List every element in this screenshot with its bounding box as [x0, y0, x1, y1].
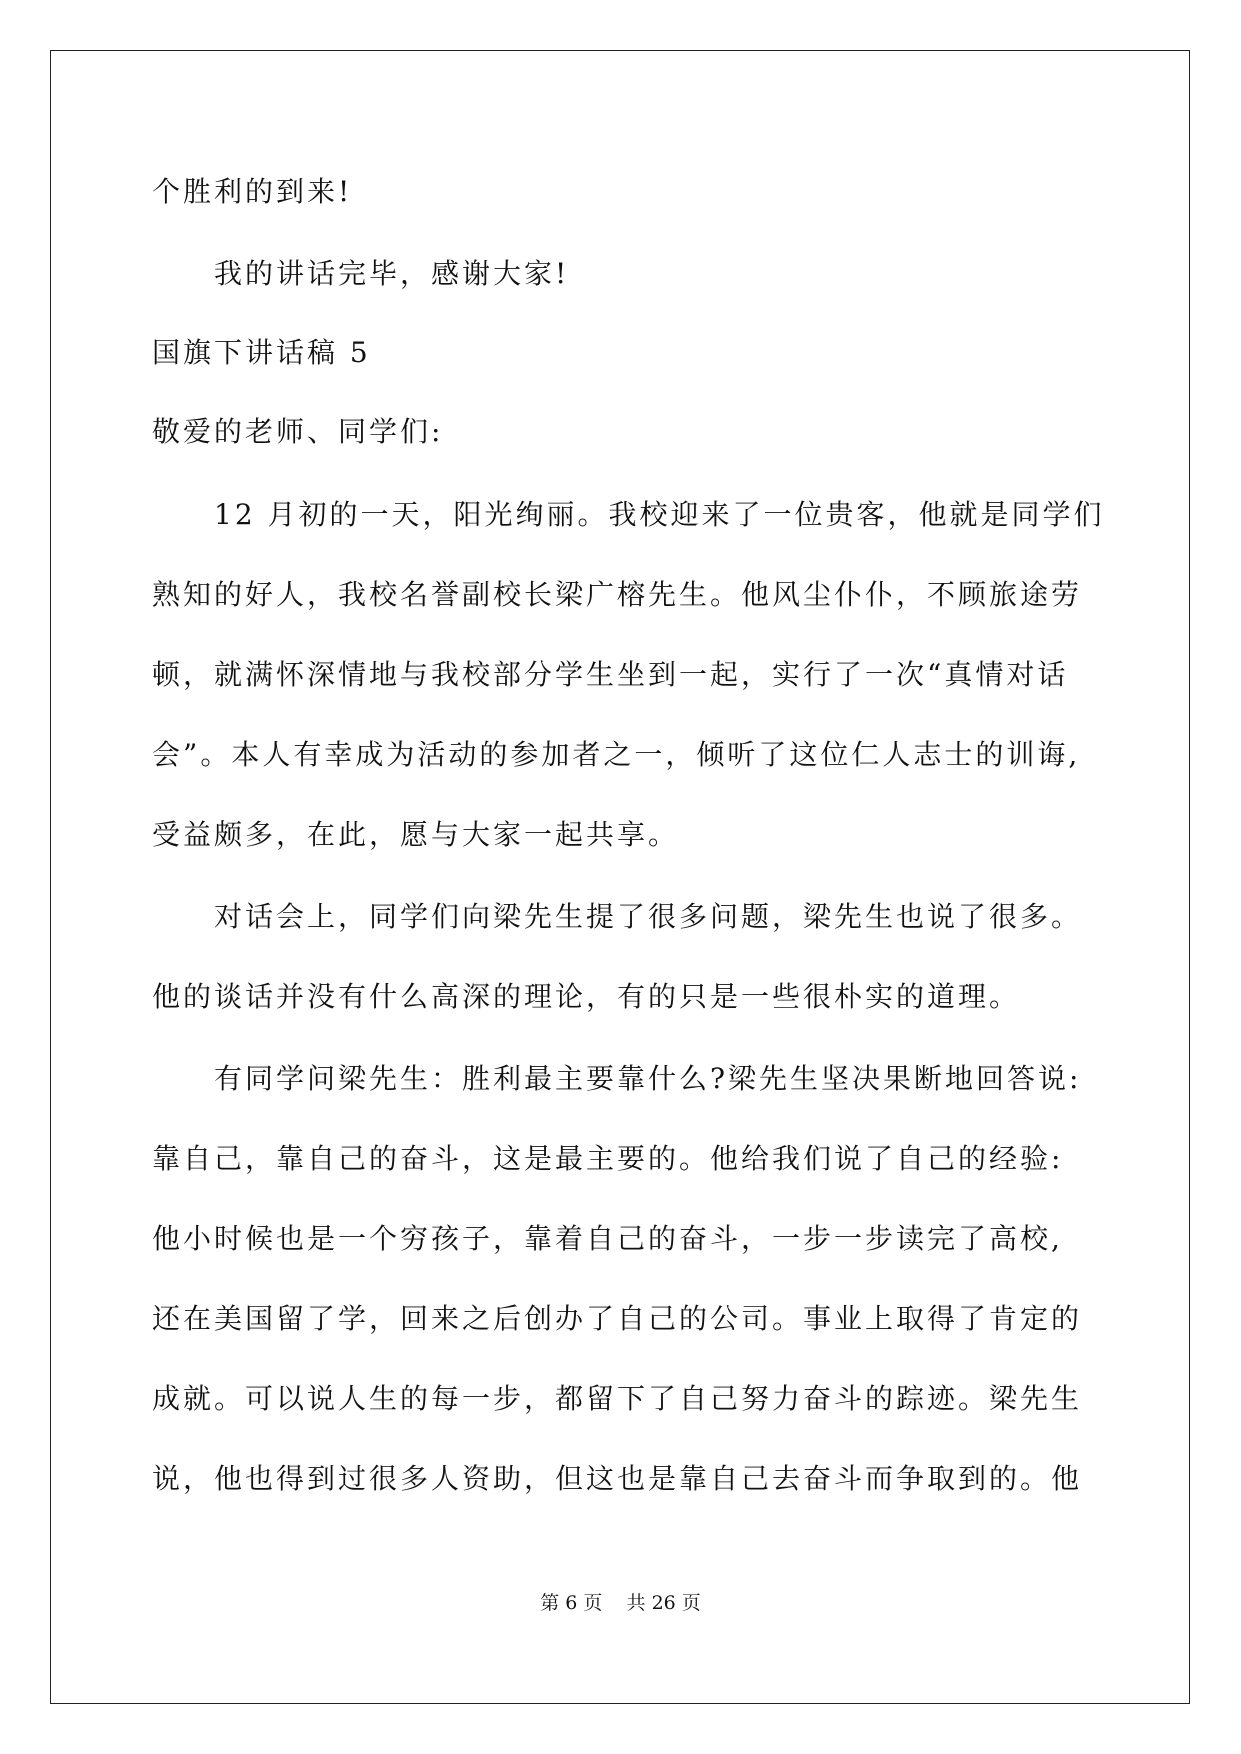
text-line: 12 月初的一天，阳光绚丽。我校迎来了一位贵客，他就是同学们	[214, 498, 1105, 531]
text-line: 他小时候也是一个穷孩子，靠着自己的奋斗，一步一步读完了高校,	[152, 1222, 1063, 1255]
text-line: 对话会上，同学们向梁先生提了很多问题，梁先生也说了很多。	[214, 900, 1083, 933]
text-line: 我的讲话完毕，感谢大家!	[214, 257, 570, 290]
text-line: 熟知的好人，我校名誉副校长梁广榕先生。他风尘仆仆，不顾旅途劳	[152, 578, 1083, 611]
salutation: 敬爱的老师、同学们:	[152, 415, 444, 448]
page-number-footer: 第 6 页 共 26 页	[540, 1592, 701, 1614]
text-line: 有同学问梁先生：胜利最主要靠什么?梁先生坚决果断地回答说:	[214, 1062, 1082, 1095]
text-line: 个胜利的到来!	[152, 175, 353, 208]
text-line: 成就。可以说人生的每一步，都留下了自己努力奋斗的踪迹。梁先生	[152, 1382, 1083, 1415]
text-line: 靠自己，靠自己的奋斗，这是最主要的。他给我们说了自己的经验:	[152, 1142, 1064, 1175]
text-line: 说，他也得到过很多人资助，但这也是靠自己去奋斗而争取到的。他	[152, 1462, 1083, 1495]
text-line: 顿，就满怀深情地与我校部分学生坐到一起，实行了一次“真情对话	[152, 658, 1069, 691]
text-line: 还在美国留了学，回来之后创办了自己的公司。事业上取得了肯定的	[152, 1302, 1083, 1335]
section-title: 国旗下讲话稿 5	[152, 336, 371, 369]
page-frame	[50, 50, 1190, 1704]
text-line: 会”。本人有幸成为活动的参加者之一，倾听了这位仁人志士的训诲,	[152, 738, 1081, 771]
text-line: 他的谈话并没有什么高深的理论，有的只是一些很朴实的道理。	[152, 980, 1021, 1013]
text-line: 受益颇多，在此，愿与大家一起共享。	[152, 818, 680, 851]
